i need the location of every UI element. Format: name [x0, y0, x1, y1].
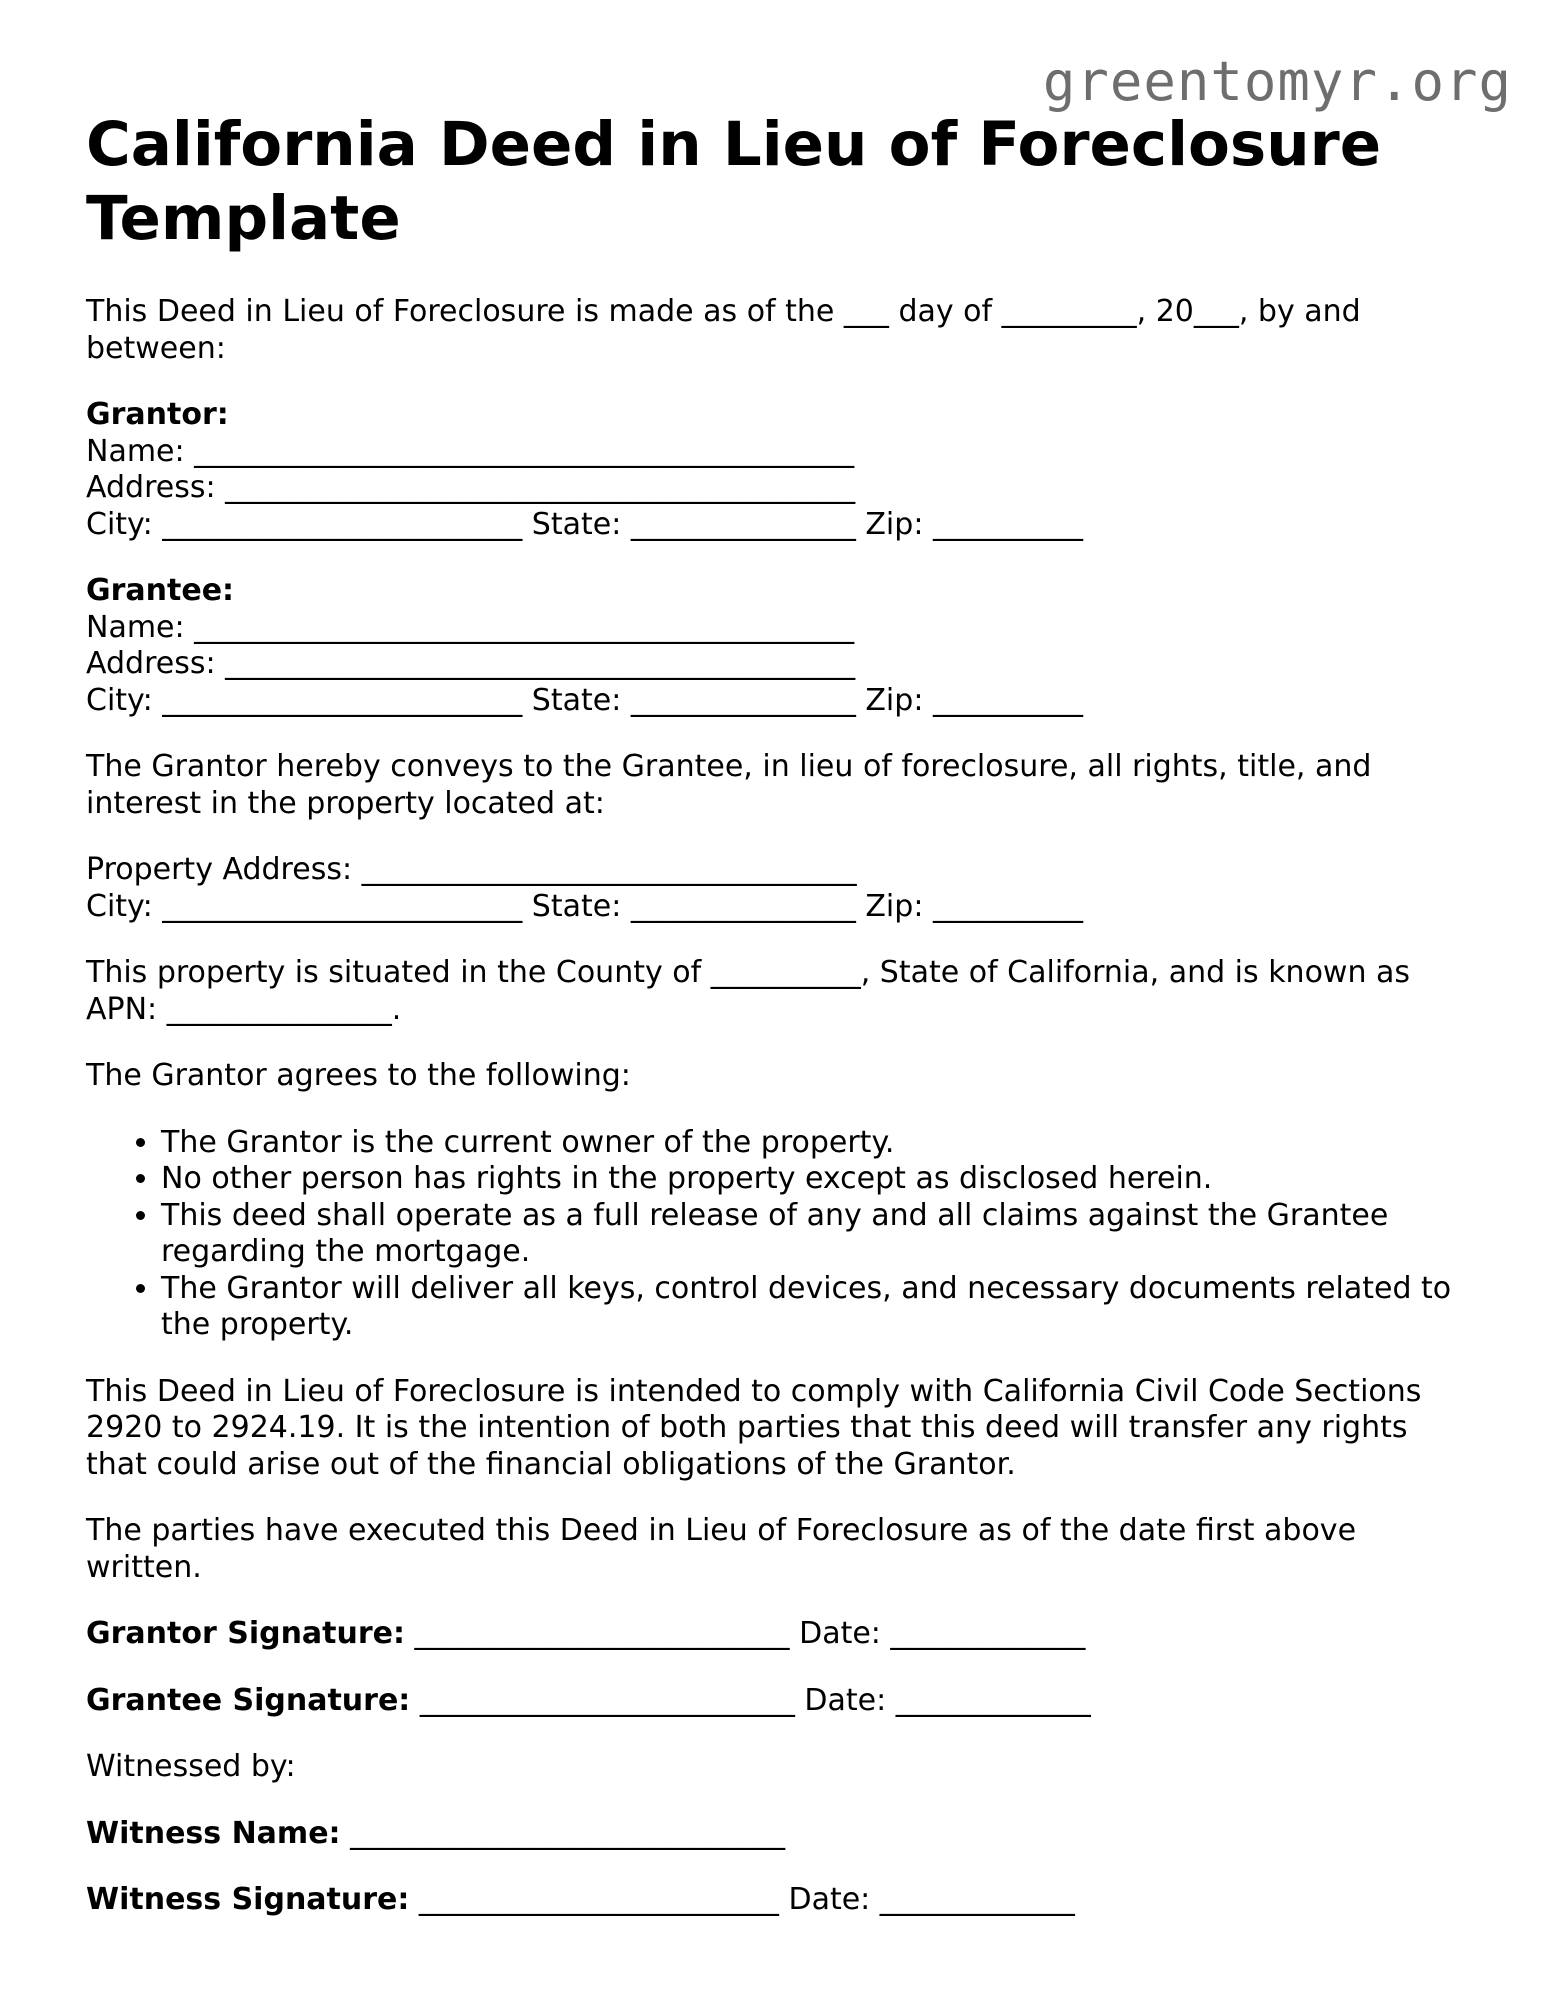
grantee-signature-line[interactable] [86, 1683, 1476, 1720]
property-section [86, 852, 1476, 925]
compliance-paragraph: This Deed in Lieu of Foreclosure is intended to comply with California Civil Code Sections 2920 to 2924.19. It is the intention of both parties that this deed will transfer any rights that could arise out of the financial obligations of the Grantor. [86, 1373, 1422, 1482]
conveyance-paragraph: The Grantor hereby conveys to the Grantee, in lieu of foreclosure, all rights, title, and interest in the property located at: [86, 749, 1372, 821]
grantee-address-field[interactable]: Address: __________________________________________ [86, 646, 856, 681]
grantee-city-state-zip-field[interactable]: City: ________________________ State: _______________ Zip: __________ [86, 682, 1083, 718]
list-item: • This deed shall operate as a full release of any and all claims against the Grantee regarding the mortgage. [161, 1198, 1476, 1271]
grantor-heading: Grantor: [86, 397, 229, 432]
witness-name-line[interactable] [86, 1816, 1476, 1853]
document-body [86, 294, 1476, 1949]
witness-name-label: Witness Name: [86, 1815, 341, 1851]
witness-signature-blank[interactable]: ________________________ Date: _____________ [409, 1882, 1075, 1917]
property-city-state-zip-field[interactable]: City: ________________________ State: _______________ Zip: __________ [86, 888, 1083, 924]
property-address-field[interactable]: Property Address: _________________________________ [86, 852, 857, 887]
grantee-section [86, 573, 1476, 719]
witnessed-by-label: Witnessed by: [86, 1749, 296, 1784]
list-item: • The Grantor is the current owner of the property. [161, 1125, 1476, 1162]
agreements-list [86, 1125, 1476, 1344]
grantor-signature-blank[interactable]: _________________________ Date: _____________ [405, 1616, 1086, 1651]
grantor-signature-line[interactable] [86, 1616, 1476, 1653]
grantor-signature-label: Grantor Signature: [86, 1616, 406, 1651]
agreements-heading: The Grantor agrees to the following: [86, 1058, 631, 1093]
grantor-city-state-zip-field[interactable]: City: ________________________ State: _______________ Zip: __________ [86, 506, 1083, 542]
grantor-name-field[interactable]: Name: ____________________________________________ [86, 433, 855, 469]
grantee-name-field[interactable]: Name: ____________________________________________ [86, 609, 855, 645]
list-item: • The Grantor will deliver all keys, control devices, and necessary documents related to the property. [161, 1271, 1476, 1344]
witness-name-blank[interactable]: _____________________________ [340, 1815, 786, 1851]
witness-signature-line[interactable] [86, 1882, 1476, 1919]
site-watermark: greentomyr.org [1042, 50, 1512, 113]
grantor-address-field[interactable]: Address: __________________________________________ [86, 470, 856, 505]
page-title: California Deed in Lieu of Foreclosure Template [86, 109, 1382, 254]
intro-paragraph: This Deed in Lieu of Foreclosure is made as of the ___ day of _________, 20___, by and between: [86, 294, 1361, 366]
grantee-heading: Grantee: [86, 573, 235, 608]
witness-signature-label: Witness Signature: [86, 1882, 410, 1917]
list-item: • No other person has rights in the property except as disclosed herein. [161, 1161, 1476, 1198]
grantee-signature-label: Grantee Signature: [86, 1682, 411, 1718]
county-paragraph: This property is situated in the County of __________, State of California, and is known as APN: _______________. [86, 955, 1411, 1027]
grantee-signature-blank[interactable]: _________________________ Date: _____________ [410, 1682, 1091, 1718]
executed-paragraph: The parties have executed this Deed in Lieu of Foreclosure as of the date first above written. [86, 1513, 1357, 1585]
grantor-section [86, 397, 1476, 543]
